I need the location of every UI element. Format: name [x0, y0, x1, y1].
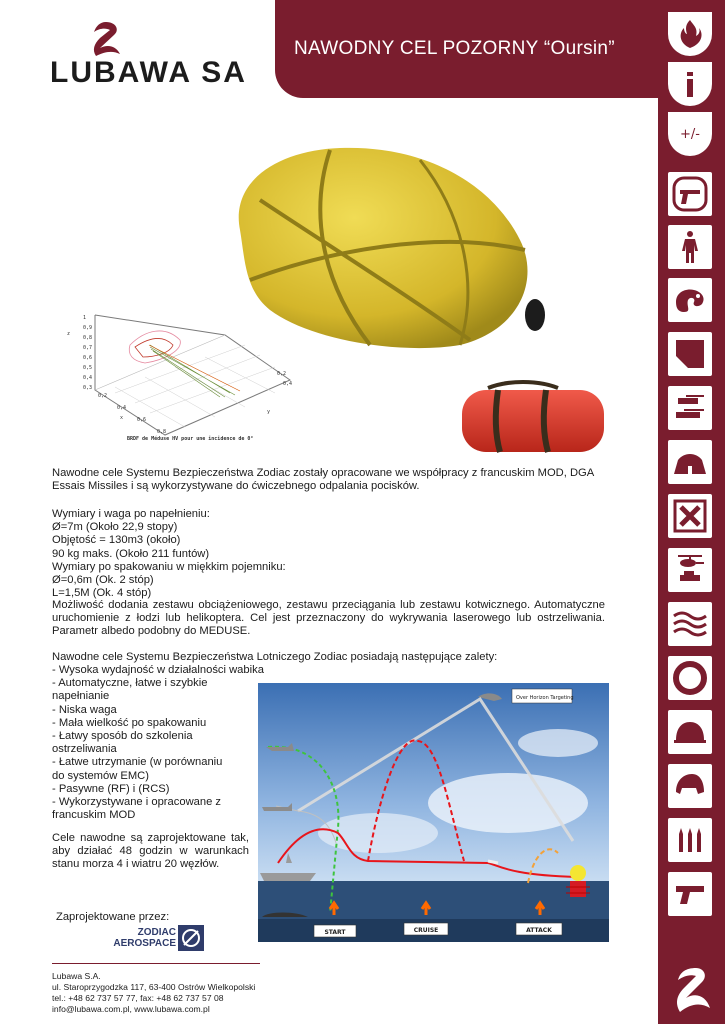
waves-icon[interactable]	[668, 602, 712, 646]
z-tick: 1	[83, 315, 87, 321]
feature-item: francuskim MOD	[52, 809, 136, 822]
spec-line: Wymiary po spakowaniu w miękkim pojemniku:	[52, 560, 286, 573]
z-tick: 0,8	[83, 335, 93, 341]
z-tick: 0,4	[83, 375, 93, 381]
features-intro: Nawodne cele Systemu Bezpieczeństwa Lotniczego Zodiac posiadają następujące zalety:	[52, 651, 498, 663]
z-tick: 0,6	[83, 355, 93, 361]
zodiac-aerospace-logo[interactable]	[108, 923, 208, 953]
lifebuoy-icon[interactable]	[668, 656, 712, 700]
chameleon-icon[interactable]	[668, 278, 712, 322]
z-tick: 0,3	[83, 385, 93, 391]
brdf-chart	[55, 305, 300, 445]
designed-by-label: Zaprojektowane przez:	[56, 911, 170, 923]
feature-item: - Automatyczne, łatwe i szybkie	[52, 677, 208, 690]
svg-text:+/-: +/-	[680, 127, 700, 142]
footer-address: ul. Staroprzygodzka 117, 63-400 Ostrów Wielkopolski	[52, 982, 256, 992]
zodiac-line2: AEROSPACE	[113, 938, 176, 949]
x-tick: 0,8	[157, 429, 167, 435]
x-mark-icon[interactable]	[668, 494, 712, 538]
combat-helmet-icon[interactable]	[668, 764, 712, 808]
ammunition-icon[interactable]	[668, 818, 712, 862]
feature-item: - Niska waga	[52, 703, 117, 716]
lubawa-swoosh-icon	[86, 20, 126, 58]
x-tick: 0,4	[117, 405, 127, 411]
axis-y-label: y	[267, 409, 271, 415]
trajectory-diagram	[258, 683, 609, 942]
lubawa-swoosh-watermark	[668, 964, 716, 1016]
spec-line: Objętość = 130m3 (około)	[52, 534, 181, 547]
lubawa-logo[interactable]	[50, 20, 260, 90]
corner-shape-icon[interactable]	[668, 332, 712, 376]
feature-item: do systemów EMC)	[52, 769, 149, 782]
z-tick: 0,9	[83, 325, 93, 331]
feature-item: - Wykorzystywane i opracowane z	[52, 796, 222, 809]
helicopter-tank-icon[interactable]	[668, 548, 712, 592]
soldier-suit-icon[interactable]	[668, 225, 712, 269]
brand-name: LUBAWA SA	[50, 56, 247, 89]
y-tick: 0,2	[277, 371, 287, 377]
x-tick: 0,6	[137, 417, 147, 423]
feature-item: - Mała wielkość po spakowaniu	[52, 716, 207, 729]
spec-line: Ø=0,6m (Ok. 2 stóp)	[52, 574, 154, 587]
tent-icon[interactable]	[668, 440, 712, 484]
axis-z-label: z	[67, 331, 71, 337]
features-list	[52, 664, 264, 822]
pistol-target-icon[interactable]	[668, 172, 712, 216]
info-shield-icon[interactable]	[668, 62, 712, 106]
feature-item: - Łatwe utrzymanie (w porównaniu	[52, 756, 223, 769]
spec-line: L=1,5M (Ok. 4 stóp)	[52, 587, 152, 600]
phase-attack-label: ATTACK	[526, 927, 552, 934]
spec-line: Ø=7m (Około 22,9 stopy)	[52, 521, 178, 534]
diagram-legend: Over Horizon Targeting	[516, 695, 574, 701]
footer-company: Lubawa S.A.	[52, 971, 101, 981]
footer	[52, 971, 255, 1015]
page-title: NAWODNY CEL POZORNY “Oursin”	[294, 38, 615, 59]
phase-start-label: START	[324, 929, 346, 936]
footer-phone: tel.: +48 62 737 57 77, fax: +48 62 737 57 08	[52, 993, 224, 1003]
phase-cruise-label: CRUISE	[413, 927, 439, 934]
category-sidebar	[658, 0, 725, 1024]
closing-paragraph: Cele nawodne są zaprojektowane tak, aby działać 48 godzin w warunkach stanu morza 4 i wiatru 20 węzłów.	[52, 832, 249, 871]
feature-item: napełnianie	[52, 690, 110, 703]
y-tick: 0,4	[283, 381, 293, 387]
z-tick: 0,5	[83, 365, 93, 371]
pistol-icon[interactable]	[668, 872, 712, 916]
intro-paragraph: Nawodne cele Systemu Bezpieczeństwa Zodiac zostały opracowane we współpracy z francuskim MOD, DGA Essais Missiles i są wykorzystywane do ćwiczebnego odpalania pocisków.	[52, 467, 594, 493]
footer-web[interactable]: info@lubawa.com.pl, www.lubawa.com.pl	[52, 1004, 210, 1014]
z-tick: 0,7	[83, 345, 93, 351]
feature-item: - Łatwy sposób do szkolenia	[52, 730, 193, 743]
spec-line: Wymiary i waga po napełnieniu:	[52, 508, 210, 520]
brdf-caption: BRDF de Méduse HV pour une incidence de 0°	[127, 436, 254, 442]
feature-item: - Pasywne (RF) i (RCS)	[52, 782, 170, 795]
options-paragraph: Możliwość dodania zestawu obciążeniowego, zestawu przeciągania lub zestawu kotwicznego. Automatyczne uruchomienie z łodzi lub helikoptera. Cel jest przeznaczony do wykrywania laserowego lub ostrzeliwania. Parametr albedo podobny do MEDUSE.	[52, 599, 605, 638]
spec-line: 90 kg maks. (Około 211 funtów)	[52, 547, 210, 560]
zodiac-emblem-icon	[178, 925, 204, 951]
zodiac-line1: ZODIAC	[137, 927, 176, 938]
x-tick: 0,2	[98, 393, 108, 399]
axis-x-label: x	[120, 415, 124, 421]
helmet-icon[interactable]	[668, 710, 712, 754]
specs-list	[52, 508, 610, 600]
tanks-icon[interactable]	[668, 386, 712, 430]
feature-item: - Wysoka wydajność w działalności wabika	[52, 664, 264, 676]
plus-minus-shield-icon[interactable]	[668, 112, 712, 156]
packed-bag-photo	[458, 378, 608, 458]
feature-item: ostrzeliwania	[52, 743, 117, 756]
footer-divider	[52, 963, 260, 964]
fire-shield-icon[interactable]	[668, 12, 712, 56]
